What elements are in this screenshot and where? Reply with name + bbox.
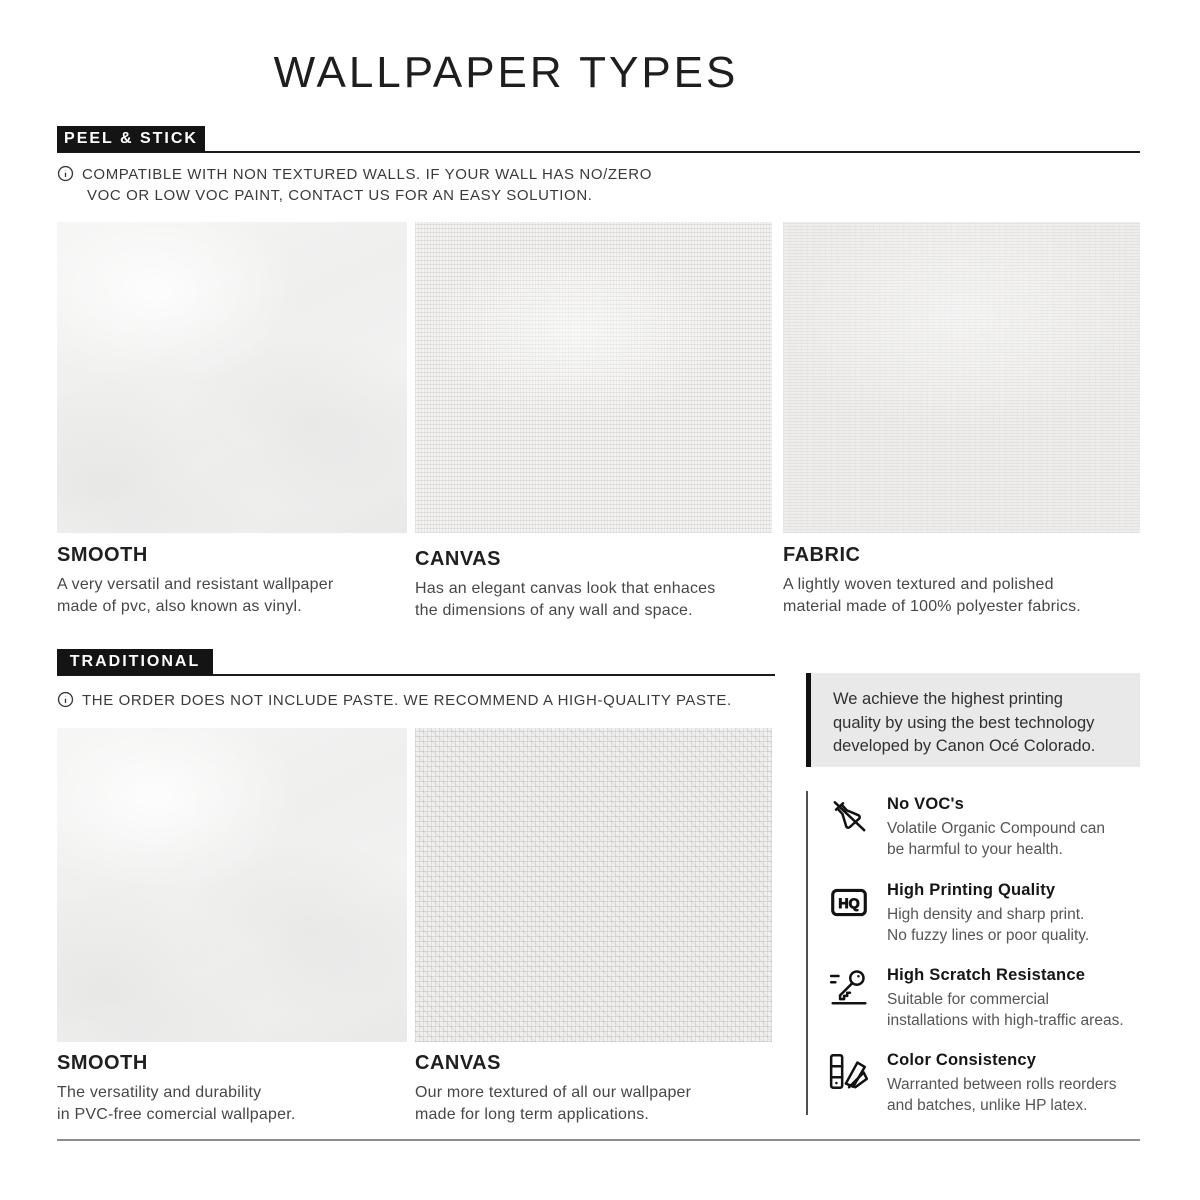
- info-circle-icon: [57, 691, 74, 714]
- swatch-description: A very versatil and resistant wallpaper made of pvc, also known as vinyl.: [57, 576, 334, 615]
- caption-fabric-peel-stick: [783, 544, 1140, 618]
- feature-text: High Printing Quality High density and sharp print. No fuzzy lines or poor quality.: [887, 881, 1090, 944]
- no-chemicals-flask-icon: [828, 795, 870, 837]
- feature-no-vocs: [828, 795, 1144, 860]
- feature-text: High Scratch Resistance Suitable for commercial installations with high-traffic areas.: [887, 966, 1124, 1029]
- feature-high-printing-quality: [828, 881, 1144, 946]
- printing-quality-quote: We achieve the highest printing quality by using the best technology developed by Canon Océ Colorado.: [806, 673, 1140, 767]
- color-swatch-fan-icon: [828, 1051, 870, 1093]
- swatch-image-canvas-traditional: [415, 728, 772, 1042]
- page-bottom-divider-line: [57, 1139, 1140, 1141]
- feature-color-consistency: [828, 1051, 1144, 1116]
- swatch-description: A lightly woven textured and polished material made of 100% polyester fabrics.: [783, 576, 1081, 615]
- caption-smooth-peel-stick: [57, 544, 407, 618]
- feature-text: No VOC's Volatile Organic Compound can be harmful to your health.: [887, 795, 1105, 858]
- caption-smooth-traditional: [57, 1052, 407, 1126]
- caption-canvas-traditional: [415, 1052, 772, 1126]
- traditional-note: [57, 690, 817, 714]
- section-peel-stick-divider-line: [57, 151, 1140, 153]
- swatch-image-smooth-peel-stick: [57, 222, 407, 533]
- info-circle-icon: [57, 165, 74, 206]
- swatch-title: CANVAS: [415, 548, 501, 570]
- feature-text: Color Consistency Warranted between rolls reorders and batches, unlike HP latex.: [887, 1051, 1117, 1114]
- page-title: WALLPAPER TYPES: [273, 48, 739, 97]
- hq-badge-icon: [828, 881, 870, 923]
- note-text: THE ORDER DOES NOT INCLUDE PASTE. WE RECOMMEND A HIGH-QUALITY PASTE.: [82, 692, 732, 709]
- swatch-image-canvas-peel-stick: [415, 222, 772, 533]
- swatch-image-smooth-traditional: [57, 728, 407, 1042]
- section-badge-peel-and-stick: PEEL & STICK: [57, 126, 205, 152]
- swatch-title: SMOOTH: [57, 544, 148, 566]
- key-scratch-icon: [828, 966, 870, 1008]
- swatch-description: Our more textured of all our wallpaper made for long term applications.: [415, 1084, 692, 1123]
- svg-text:HQ: HQ: [838, 895, 860, 912]
- swatch-image-fabric-peel-stick: [783, 222, 1140, 533]
- swatch-title: FABRIC: [783, 544, 861, 566]
- section-badge-traditional: TRADITIONAL: [57, 649, 213, 675]
- caption-canvas-peel-stick: [415, 544, 772, 622]
- peel-stick-note: [57, 164, 757, 206]
- feature-high-scratch-resistance: [828, 966, 1144, 1031]
- swatch-title: SMOOTH: [57, 1052, 148, 1074]
- swatch-title: CANVAS: [415, 1052, 501, 1074]
- note-text: COMPATIBLE WITH NON TEXTURED WALLS. IF YOUR WALL HAS NO/ZERO VOC OR LOW VOC PAINT, CONTACT US FOR AN EASY SOLUTION.: [82, 166, 652, 204]
- swatch-description: Has an elegant canvas look that enhaces the dimensions of any wall and space.: [415, 580, 716, 619]
- swatch-description: The versatility and durability in PVC-free comercial wallpaper.: [57, 1084, 296, 1123]
- features-divider-line: [806, 791, 808, 1115]
